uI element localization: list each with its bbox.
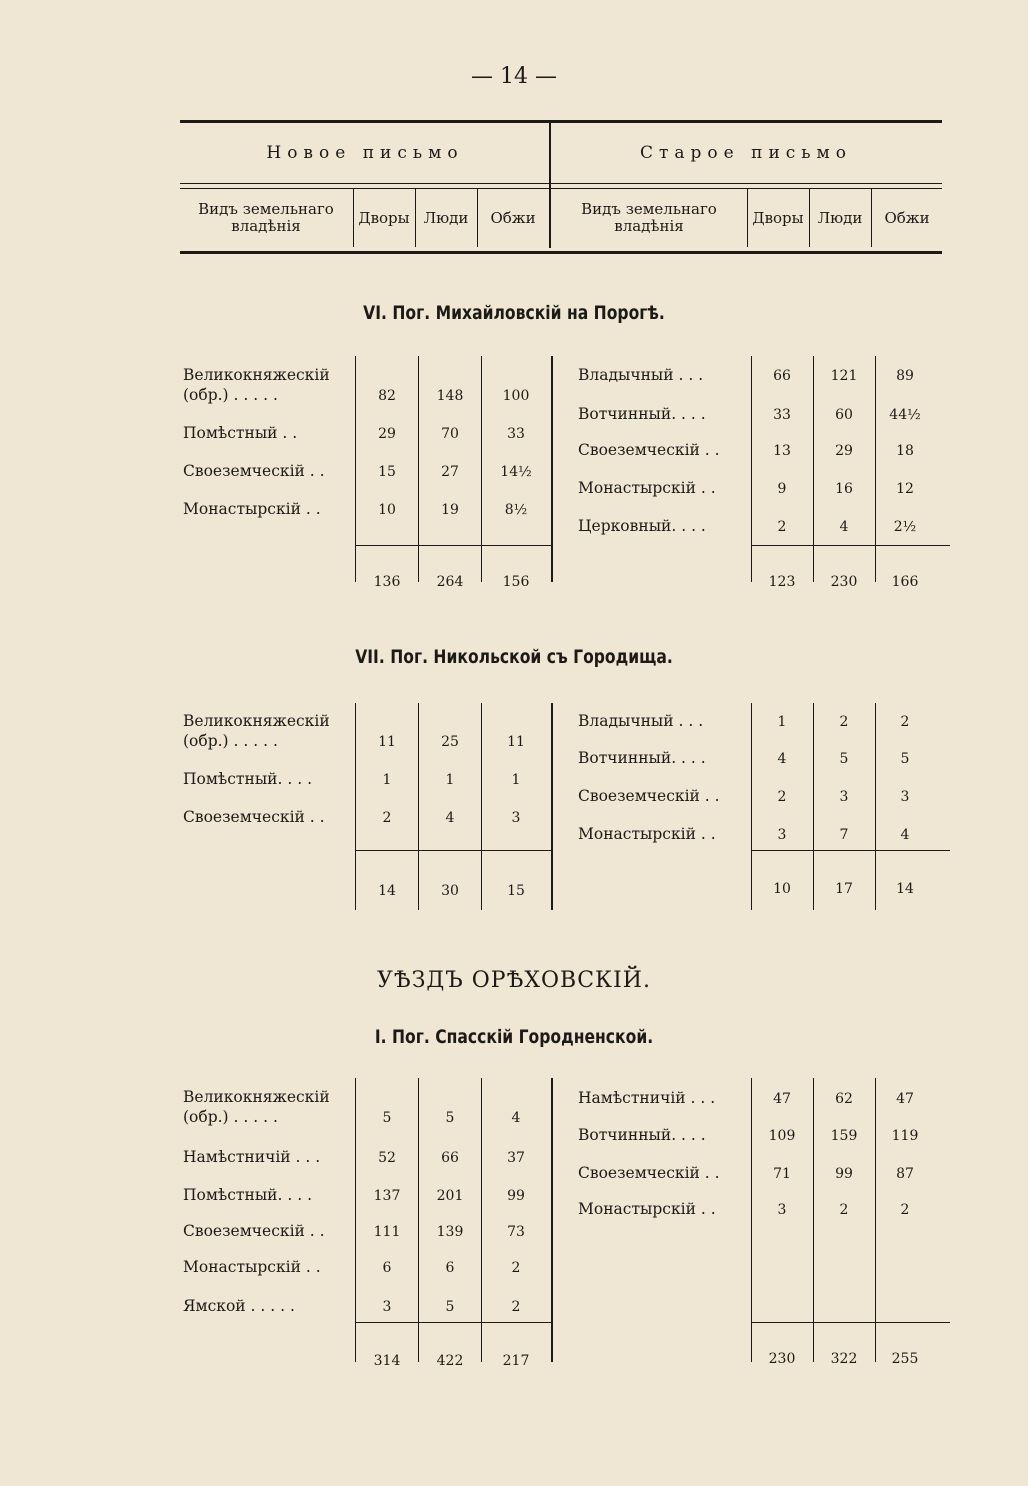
cell-value: 19 (441, 502, 459, 518)
cell-value: 99 (507, 1188, 525, 1204)
row-label: Вотчинный. . . . (578, 405, 706, 423)
new-writing-header: Новое письмо (266, 143, 464, 163)
total-value: 255 (891, 1351, 919, 1367)
column-rule (875, 356, 876, 582)
cell-value: 159 (830, 1128, 858, 1144)
total-value: 264 (436, 574, 464, 590)
section-title: I. Пог. Спасскій Городненской. (374, 1026, 654, 1048)
column-rule (355, 1078, 356, 1362)
cell-value: 5 (445, 1110, 455, 1126)
row-label: Своеземческій . . (183, 808, 325, 826)
cell-value: 2 (511, 1299, 521, 1315)
row-label: Монастырскій . . (578, 1200, 716, 1218)
cell-value: 1 (777, 714, 787, 730)
column-header-table (180, 120, 942, 254)
column-rule (418, 356, 419, 582)
cell-value: 4 (839, 519, 849, 535)
total-value: 17 (835, 881, 853, 897)
row-label: Помѣстный. . . . (183, 770, 312, 788)
row-label: Великокняжескій (183, 712, 330, 730)
column-rule (813, 1078, 814, 1362)
old-obzhi-header: Обжи (884, 208, 930, 227)
cell-value: 47 (896, 1091, 914, 1107)
total-value: 123 (768, 574, 796, 590)
total-value: 217 (502, 1353, 530, 1369)
cell-value: 2 (900, 714, 910, 730)
row-label: (обр.) . . . . . (183, 1108, 278, 1126)
column-rule (875, 1078, 876, 1362)
column-rule (813, 703, 814, 910)
total-rule (355, 850, 551, 851)
section-title: VI. Пог. Михайловскій на Порогѣ. (363, 302, 665, 324)
row-label: Вотчинный. . . . (578, 749, 706, 767)
column-rule (813, 356, 814, 582)
cell-value: 5 (382, 1110, 392, 1126)
total-value: 136 (373, 574, 401, 590)
cell-value: 73 (507, 1224, 525, 1240)
center-rule (551, 703, 553, 910)
cell-value: 100 (502, 388, 530, 404)
total-value: 422 (436, 1353, 464, 1369)
total-value: 14 (896, 881, 914, 897)
total-value: 166 (891, 574, 919, 590)
row-label: Своеземческій . . (578, 441, 720, 459)
new-obzhi-header: Обжи (490, 208, 536, 227)
new-dvory-header: Дворы (358, 208, 410, 227)
district-title: УѢЗДЪ ОРѢХОВСКІЙ. (377, 968, 651, 993)
row-label: Помѣстный . . (183, 424, 298, 442)
cell-value: 10 (378, 502, 396, 518)
cell-value: 9 (777, 481, 787, 497)
cell-value: 60 (835, 407, 853, 423)
total-rule (751, 850, 950, 851)
row-label: Монастырскій . . (183, 1258, 321, 1276)
cell-value: 12 (896, 481, 914, 497)
cell-value: 13 (773, 443, 791, 459)
header-col-rule (871, 189, 872, 247)
cell-value: 119 (891, 1128, 919, 1144)
cell-value: 99 (835, 1166, 853, 1182)
cell-value: 33 (507, 426, 525, 442)
cell-value: 3 (382, 1299, 392, 1315)
column-rule (481, 1078, 482, 1362)
cell-value: 7 (839, 827, 849, 843)
center-rule (551, 356, 553, 582)
row-label: Своеземческій . . (183, 1222, 325, 1240)
cell-value: 2 (777, 519, 787, 535)
cell-value: 5 (900, 751, 910, 767)
old-kind-header: Видъ земельнаго владѣнія (581, 200, 717, 235)
row-label: (обр.) . . . . . (183, 386, 278, 404)
cell-value: 4 (900, 827, 910, 843)
cell-value: 27 (441, 464, 459, 480)
row-label: Владычный . . . (578, 712, 704, 730)
cell-value: 3 (777, 1202, 787, 1218)
cell-value: 37 (507, 1150, 525, 1166)
cell-value: 82 (378, 388, 396, 404)
row-label: (обр.) . . . . . (183, 732, 278, 750)
row-label: Церковный. . . . (578, 517, 706, 535)
cell-value: 5 (839, 751, 849, 767)
cell-value: 66 (773, 368, 791, 384)
total-rule (751, 1322, 950, 1323)
row-label: Владычный . . . (578, 366, 704, 384)
column-rule (751, 1078, 752, 1362)
cell-value: 71 (773, 1166, 791, 1182)
cell-value: 137 (373, 1188, 401, 1204)
cell-value: 139 (436, 1224, 464, 1240)
old-lyudi-header: Люди (817, 208, 863, 227)
total-value: 10 (773, 881, 791, 897)
header-col-rule (353, 189, 354, 247)
cell-value: 2 (839, 1202, 849, 1218)
row-label: Великокняжескій (183, 366, 330, 384)
cell-value: 11 (378, 734, 396, 750)
column-rule (481, 703, 482, 910)
row-label: Монастырскій . . (183, 500, 321, 518)
column-rule (751, 703, 752, 910)
cell-value: 47 (773, 1091, 791, 1107)
new-kind-header: Видъ земельнаго владѣнія (198, 200, 334, 235)
total-value: 230 (830, 574, 858, 590)
column-rule (875, 703, 876, 910)
center-rule (551, 1078, 553, 1362)
row-label: Помѣстный. . . . (183, 1186, 312, 1204)
cell-value: 109 (768, 1128, 796, 1144)
cell-value: 87 (896, 1166, 914, 1182)
cell-value: 44½ (889, 407, 921, 423)
old-dvory-header: Дворы (752, 208, 804, 227)
cell-value: 1 (445, 772, 455, 788)
cell-value: 2½ (893, 519, 917, 535)
cell-value: 15 (378, 464, 396, 480)
cell-value: 66 (441, 1150, 459, 1166)
row-label: Монастырскій . . (578, 825, 716, 843)
cell-value: 89 (896, 368, 914, 384)
total-rule (355, 1322, 551, 1323)
cell-value: 2 (839, 714, 849, 730)
cell-value: 4 (445, 810, 455, 826)
column-rule (751, 356, 752, 582)
total-value: 156 (502, 574, 530, 590)
cell-value: 18 (896, 443, 914, 459)
cell-value: 121 (830, 368, 858, 384)
section-title: VII. Пог. Никольской съ Городища. (355, 646, 673, 668)
header-center-rule (549, 123, 551, 248)
row-label: Монастырскій . . (578, 479, 716, 497)
cell-value: 6 (382, 1260, 392, 1276)
cell-value: 3 (777, 827, 787, 843)
column-rule (418, 1078, 419, 1362)
header-col-rule (809, 189, 810, 247)
cell-value: 3 (900, 789, 910, 805)
cell-value: 1 (382, 772, 392, 788)
cell-value: 16 (835, 481, 853, 497)
header-col-rule (747, 189, 748, 247)
row-label: Ямской . . . . . (183, 1297, 295, 1315)
cell-value: 5 (445, 1299, 455, 1315)
row-label: Своеземческій . . (578, 1164, 720, 1182)
cell-value: 148 (436, 388, 464, 404)
cell-value: 1 (511, 772, 521, 788)
cell-value: 2 (382, 810, 392, 826)
cell-value: 2 (777, 789, 787, 805)
cell-value: 62 (835, 1091, 853, 1107)
cell-value: 8½ (504, 502, 528, 518)
cell-value: 33 (773, 407, 791, 423)
cell-value: 2 (511, 1260, 521, 1276)
cell-value: 11 (507, 734, 525, 750)
column-rule (418, 703, 419, 910)
cell-value: 6 (445, 1260, 455, 1276)
cell-value: 111 (373, 1224, 401, 1240)
new-lyudi-header: Люди (423, 208, 469, 227)
total-value: 322 (830, 1351, 858, 1367)
cell-value: 2 (900, 1202, 910, 1218)
row-label: Намѣстничій . . . (578, 1089, 716, 1107)
total-rule (751, 545, 950, 546)
cell-value: 4 (511, 1110, 521, 1126)
row-label: Своеземческій . . (578, 787, 720, 805)
cell-value: 52 (378, 1150, 396, 1166)
cell-value: 3 (511, 810, 521, 826)
cell-value: 201 (436, 1188, 464, 1204)
cell-value: 25 (441, 734, 459, 750)
cell-value: 29 (835, 443, 853, 459)
cell-value: 3 (839, 789, 849, 805)
total-value: 230 (768, 1351, 796, 1367)
header-col-rule (415, 189, 416, 247)
old-writing-header: Старое письмо (639, 143, 853, 163)
column-rule (481, 356, 482, 582)
column-rule (355, 703, 356, 910)
total-value: 314 (373, 1353, 401, 1369)
total-value: 14 (378, 883, 396, 899)
total-value: 15 (507, 883, 525, 899)
row-label: Великокняжескій (183, 1088, 330, 1106)
cell-value: 14½ (500, 464, 532, 480)
cell-value: 29 (378, 426, 396, 442)
total-rule (355, 545, 551, 546)
cell-value: 70 (441, 426, 459, 442)
total-value: 30 (441, 883, 459, 899)
row-label: Вотчинный. . . . (578, 1126, 706, 1144)
header-col-rule (477, 189, 478, 247)
row-label: Своеземческій . . (183, 462, 325, 480)
cell-value: 4 (777, 751, 787, 767)
row-label: Намѣстничій . . . (183, 1148, 321, 1166)
page-number: — 14 — (471, 64, 557, 89)
column-rule (355, 356, 356, 582)
